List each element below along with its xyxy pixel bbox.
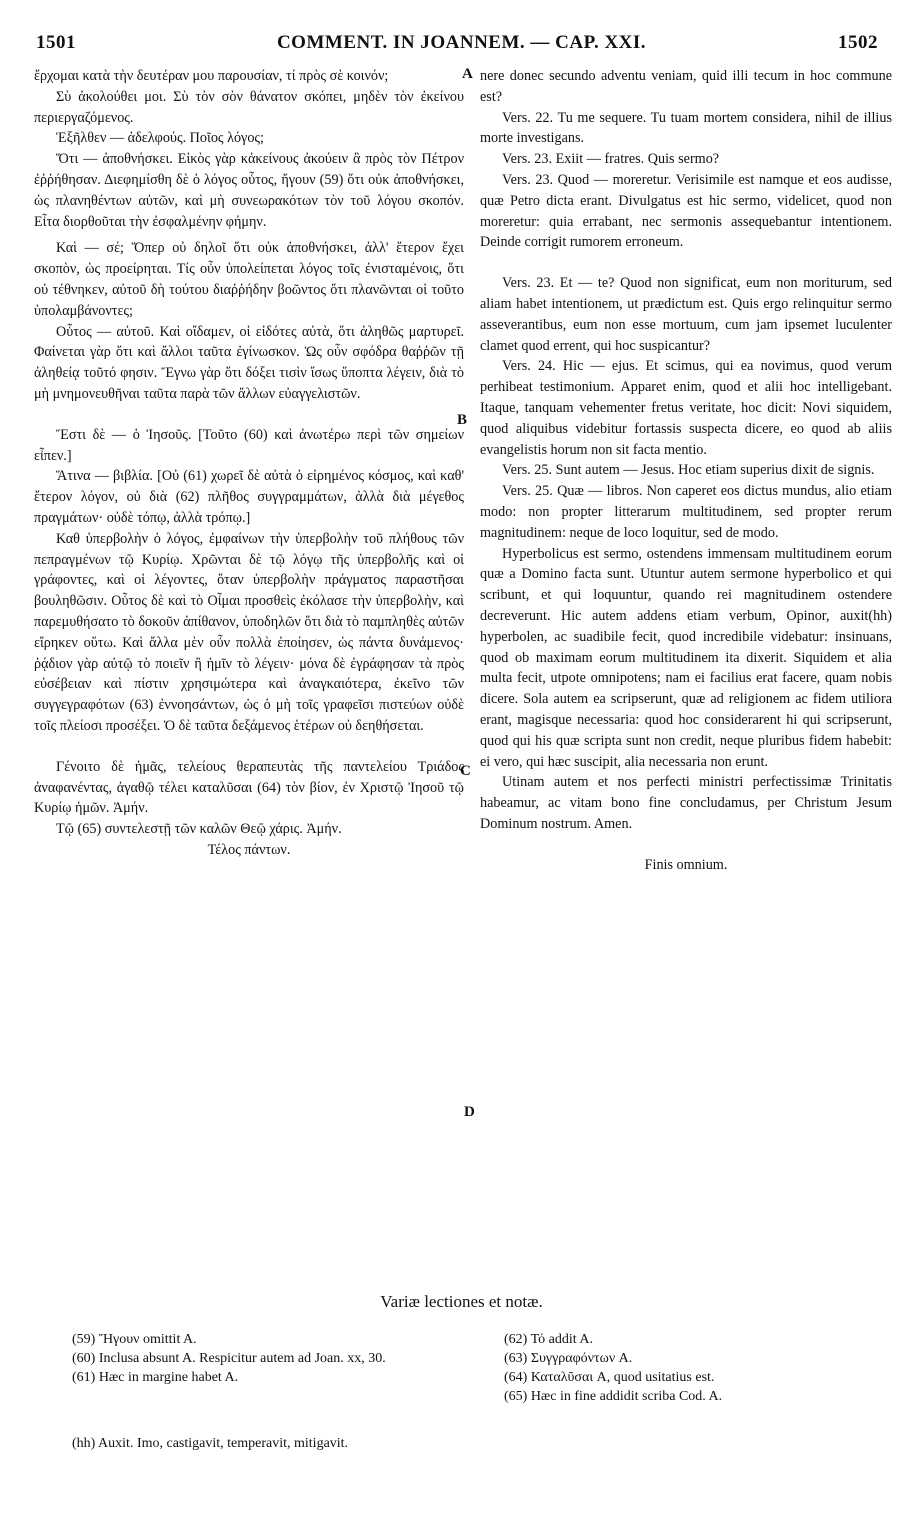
latin-finis: Finis omnium. <box>644 856 728 873</box>
latin-para-1: nere donec secundo adventu veniam, quid illi tecum in hoc commune est? <box>480 68 892 105</box>
greek-para-2: Σὺ ἀκολούθει μοι. Σὺ τὸν σὸν θάνατον σκόπει, μηδὲν τὸν ἐκείνου περιεργαζόμενος. <box>34 88 464 126</box>
margin-letter-c: C <box>460 763 471 779</box>
greek-para-6: Οὗτος — αὐτοῦ. Καὶ οἴδαμεν, οἱ εἰδότες αὐτὰ, ὅτι ἀληθῶς μαρτυρεῖ. Φαίνεται γὰρ ὅτι καὶ ἄλλοι ταῦτα ἐγίνωσκον. Ὡς οὖν σφόδρα θαῤῥῶν τῇ ἀληθείᾳ τοῦτό φησιν. Ἔγνω γὰρ ὅτι δόξει τισὶν ἴσως ὕποπτα λέγειν, διὰ τὸ μὴ μνημονευθῆναι ταῦτα παρὰ τῶν ἄλλων εὐαγγελιστῶν. <box>34 323 464 402</box>
latin-column <box>480 66 892 875</box>
greek-column <box>34 66 464 861</box>
notes-left <box>72 1330 472 1387</box>
note-65: (65) Hæc in fine addidit scriba Cod. A. <box>504 1389 723 1404</box>
note-62: (62) Τό addit A. <box>504 1332 593 1347</box>
note-61: (61) Hæc in margine habet A. <box>72 1370 239 1385</box>
greek-para-1: ἔρχομαι κατὰ τὴν δευτέραν μου παρουσίαν, τί πρὸς σὲ κοινόν; <box>34 68 389 84</box>
latin-para-2: Vers. 22. Tu me sequere. Tu tuam mortem considera, nihil de illius morte investigans. <box>480 109 892 147</box>
note-60: (60) Inclusa absunt A. Respicitur autem ad Joan. xx, 30. <box>72 1351 386 1366</box>
latin-para-6: Vers. 24. Hic — ejus. Et scimus, qui ea novimus, quod verum perhibeat testimonium. Apparet enim, quod et alii hoc intelligebant. Itaque, tanquam vehementer fretus veritate, hoc dicit: Novi siquidem, quod aliquibus videbitur fortassis suspecta dicere, eo quod ab aliis evangelistis horum non sit facta mentio. <box>480 358 892 458</box>
note-59: (59) Ἤγουν omittit A. <box>72 1332 197 1347</box>
latin-para-3: Vers. 23. Exiit — fratres. Quis sermo? <box>502 151 720 168</box>
right-page-number: 1502 <box>838 32 878 53</box>
greek-para-3: Ἐξῆλθεν — ἀδελφούς. Ποῖος λόγος; <box>56 130 264 147</box>
margin-letter-a: A <box>462 66 473 82</box>
greek-para-9: Καθ ὑπερβολὴν ὁ λόγος, ἐμφαίνων τὴν ὑπερβολὴν τοῦ πλήθους τῶν πεπραγμένων τῷ Κυρίῳ. Χρῶνται δὲ τῷ λόγῳ τῆς ὑπερβολῆς καὶ οἱ γράφοντες, καὶ οἱ λέγοντες, ὅταν ὑπερβολὴν πράγματος παραστῆσαι βουληθῶσιν. Οὗτος δὲ καὶ τὸ Οἶμαι προσθεὶς ἐκόλασε τὴν ὑπερβολὴν, καὶ παρεμυθήσατο τὸ δοκοῦν ἀπίθανον, ὑποδηλῶν ὅτι διὰ τὸ παμπληθὲς αὐτῶν εἴρηκεν οὕτω. Καὶ ἄλλα μὲν οὖν πολλὰ ἐποίησεν, ὡς πάντα δυνάμενος· ῥᾴδιον γὰρ αὐτῷ τὸ ποιεῖν ἢ ἡμῖν τὸ λέγειν· μόνα δὲ ἐγράφησαν τὰ πρὸς εὐσέβειαν καὶ πίστιν χρησιμώτερα καὶ ἀναγκαιότερα, ἐκεῖνο τῶν συγγεγραφότων (63) ἐννοησάντων, ὡς ὁ μὴ τοῖς γραφεῖσι πιστεύων οὐδὲ τοῖς πλείοσι προσέξει. Ὁ δὲ ταῦτα δεξάμενος ἑτέρων οὐ δεηθήσεται. <box>34 530 464 734</box>
greek-para-5: Καὶ — σέ; Ὅπερ οὐ δηλοῖ ὅτι οὐκ ἀποθνήσκει, ἀλλ' ἕτερον ἔχει σκοπὸν, ὡς προείρηται. Τίς οὖν ὑπολείπεται λόγος τοῖς ἐνισταμένοις, ὅτι οὐ τέθνηκεν, αὐτοῦ δὴ τούτου διαῤῥήδην βοῶντος ὅτι πλανῶνται οἱ τοῦτο ὑπολαμβάνοντες; <box>34 240 464 319</box>
running-title: COMMENT. IN JOANNEM. — CAP. XXI. <box>276 32 647 53</box>
footnote-hh: (hh) Auxit. Imo, castigavit, temperavit, mitigavit. <box>72 1436 349 1451</box>
greek-para-4: Ὅτι — ἀποθνήσκει. Εἰκὸς γὰρ κἀκείνους ἀκούειν ἃ πρὸς τὸν Πέτρον ἐῤῥήθησαν. Διεφημίσθη δὲ ὁ λόγος οὗτος, ἤγουν (59) ὅτι οὐκ ἀποθνήσκει, ὡς πλανηθέντων αὐτῶν, καὶ μὴ συνεωρακότων τὸν τοῦ λόγου σκοπόν. Εἶτα διορθοῦται τὴν ἐσφαλμένην φήμην. <box>34 151 464 230</box>
greek-para-11: Τῷ (65) συντελεστῇ τῶν καλῶν Θεῷ χάρις. Ἀμήν. <box>56 821 342 838</box>
greek-para-8: Ἅτινα — βιβλία. [Οὐ (61) χωρεῖ δὲ αὐτὰ ὁ εἰρημένος κόσμος, καὶ καθ' ἕτερον λόγον, οὐ διὰ (62) πλῆθος συγγραμμάτων, ἀλλὰ διὰ μέγεθος πραγμάτων· οὐδὲ τόπῳ, ἀλλὰ τρόπῳ.] <box>34 468 464 526</box>
greek-finis: Τέλος πάντων. <box>207 841 291 858</box>
latin-para-8: Vers. 25. Quæ — libros. Non caperet eos dictus mundus, alio etiam modo: non propter litterarum multitudinem, sed propter rerum magnitudinem: neque de loco loquitur, sed de modo. <box>480 483 892 541</box>
latin-para-4: Vers. 23. Quod — moreretur. Verisimile est namque et eos audisse, quæ Petro dicta erant. Divulgatus est hic sermo, videlicet, quod non moreretur: quia errabant, nec sermonis assequebantur intentionem. Deinde corrigit rumorem erroneum. <box>480 171 892 251</box>
greek-para-10: Γένοιτο δὲ ἡμᾶς, τελείους θεραπευτὰς τῆς παντελείου Τριάδος ἀναφανέντας, ἀγαθῷ τέλει καταλῦσαι (64) τὸν βίον, ἐν Χριστῷ Ἰησοῦ τῷ Κυρίῳ ἡμῶν. Ἀμήν. <box>34 758 464 817</box>
note-63: (63) Συγγραφόντων A. <box>504 1351 633 1366</box>
latin-para-10: Utinam autem et nos perfecti ministri perfectissimæ Trinitatis habeamur, ac vitam bono fine concludamus, per Christum Jesum Dominum nostrum. Amen. <box>480 774 892 832</box>
greek-para-7: Ἔστι δὲ — ὁ Ἰησοῦς. [Τοῦτο (60) καὶ ἀνωτέρω περὶ τῶν σημείων εἶπεν.] <box>34 426 464 464</box>
latin-para-9: Hyperbolicus est sermo, ostendens immensam multitudinem eorum quæ a Domino facta sunt. Utuntur autem sermone hyperbolico et qui scribunt, et qui loquuntur, quando rei magnitudinem ostendere decreverunt. Hic autem addens etiam verbum, Opinor, auxit(hh) hyperbolen, ac suadibile fecit, quod incredibile videbatur: insinuans, quod ob maximam eorum multitudinem ita dixerit. Siquidem et alia multa fecit, utpote omnipotens; nam ei facilius erat facere, quam nobis dicere. Sola autem ea scripserunt, quæ ad religionem ac fidem utiliora erant, magisque necessaria: quod hoc considerarent hi qui scripserunt, quod qui his quæ scripta sunt non credit, neque pluribus fidem habebit: ei vero, qui hæc suscipit, alia necessaria non erunt. <box>480 545 892 770</box>
latin-para-7: Vers. 25. Sunt autem — Jesus. Hoc etiam superius dixit de signis. <box>502 462 875 479</box>
latin-para-5: Vers. 23. Et — te? Quod non significat, eum non moriturum, sed aliam habet intentionem, ut prædictum est. Quis ergo relinquitur sermo asseverantibus, eum non esse mortuum, cum jam ipsemet luculenter clamet quod errent, qui hoc suspicantur? <box>480 275 892 354</box>
margin-letter-d: D <box>464 1104 475 1120</box>
note-64: (64) Καταλῦσαι A, quod usitatius est. <box>504 1370 715 1385</box>
margin-letter-b: B <box>457 412 468 428</box>
notes-right <box>504 1330 884 1406</box>
notes-title: Variæ lectiones et notæ. <box>380 1292 543 1311</box>
left-page-number: 1501 <box>36 32 76 53</box>
